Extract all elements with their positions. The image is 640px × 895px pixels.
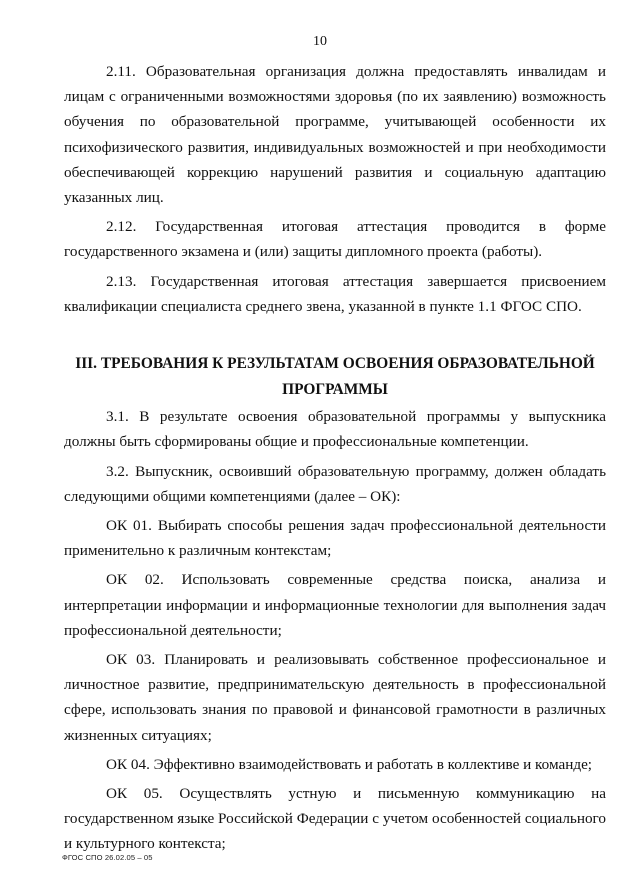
paragraph-3-2: 3.2. Выпускник, освоивший образовательную программу, должен обладать следующими общими компетенциями (далее – ОК): [64, 462, 606, 505]
footer-code: ФГОС СПО 26.02.05 – 05 [62, 853, 153, 862]
competency-ok-05: ОК 05. Осуществлять устную и письменную коммуникацию на государственном языке Российской Федерации с учетом особенностей социального и культурного контекста; [64, 785, 606, 853]
page-content [64, 59, 606, 861]
competency-ok-01: ОК 01. Выбирать способы решения задач профессиональной деятельности применительно к различным контекстам; [64, 517, 606, 560]
competency-ok-04: ОК 04. Эффективно взаимодействовать и работать в коллективе и команде; [106, 755, 593, 773]
competency-ok-02: ОК 02. Использовать современные средства поиска, анализа и интерпретации информации и информационные технологии для выполнения задач профессиональной деятельности; [64, 571, 606, 639]
paragraph-2-13: 2.13. Государственная итоговая аттестация завершается присвоением квалификации специалиста среднего звена, указанной в пункте 1.1 ФГОС СПО. [64, 272, 606, 315]
competency-ok-03: ОК 03. Планировать и реализовывать собственное профессиональное и личностное развитие, предпринимательскую деятельность в профессиональной сфере, использовать знания по правовой и финансовой грамотности в различных жизненных ситуациях; [64, 651, 606, 744]
paragraph-3-1: 3.1. В результате освоения образовательной программы у выпускника должны быть сформированы общие и профессиональные компетенции. [64, 408, 606, 451]
paragraph-2-11: 2.11. Образовательная организация должна предоставлять инвалидам и лицам с ограниченными возможностями здоровья (по их заявлению) возможность обучения по образовательной программе, учитывающей особенности их психофизического развития, индивидуальных возможностей и при необходимости обеспечивающей коррекцию нарушений развития и социальную адаптацию указанных лиц. [64, 63, 606, 207]
page-number: 10 [313, 34, 327, 49]
section-heading: III. ТРЕБОВАНИЯ К РЕЗУЛЬТАТАМ ОСВОЕНИЯ ОБРАЗОВАТЕЛЬНОЙ ПРОГРАММЫ [75, 355, 595, 398]
paragraph-2-12: 2.12. Государственная итоговая аттестация проводится в форме государственного экзамена и (или) защиты дипломного проекта (работы). [64, 218, 606, 261]
